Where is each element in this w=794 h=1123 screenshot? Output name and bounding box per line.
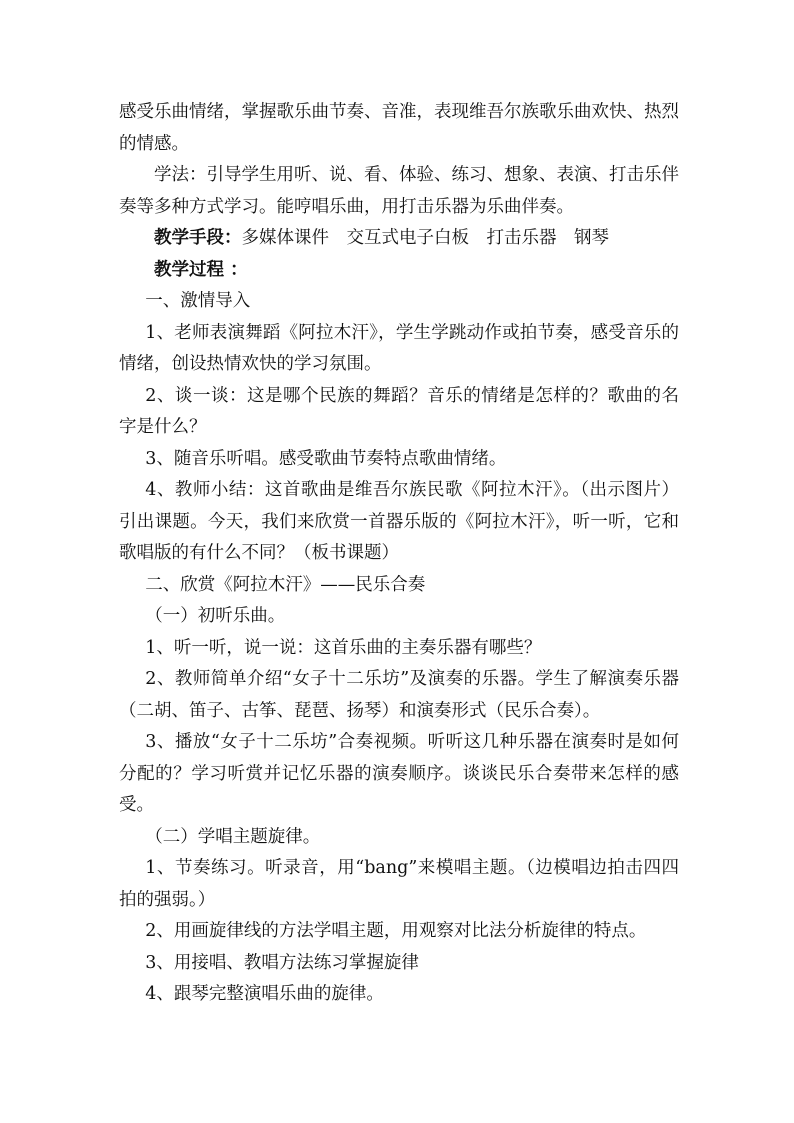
paragraph-learning-method: 学法：引导学生用听、说、看、体验、练习、想象、表演、打击乐伴奏等多种方式学习。能哼唱乐曲，用打击乐器为乐曲伴奏。: [119, 165, 679, 217]
paragraph-melody-2: 2、用画旋律线的方法学唱主题，用观察对比法分析旋律的特点。: [145, 921, 647, 941]
paragraph-melody-1: 1、节奏练习。听录音，用“bang”来模唱主题。（边模唱边拍击四四拍的强弱。）: [119, 858, 679, 910]
subsection-heading-melody: （二）学唱主题旋律。: [145, 826, 321, 847]
paragraph-intro-3: 3、随音乐听唱。感受歌曲节奏特点歌曲情绪。: [145, 448, 507, 469]
paragraph-goal-continuation: 感受乐曲情绪，掌握歌乐曲节奏、音准，表现维吾尔族歌乐曲欢快、热烈的情感。: [119, 102, 679, 154]
paragraph-listen-2: 2、教师简单介绍“女子十二乐坊”及演奏的乐器。学生了解演奏乐器（二胡、笛子、古筝、琵琶、扬琴）和演奏形式（民乐合奏）。: [119, 669, 679, 721]
section-heading-intro: 一、激情导入: [145, 291, 251, 311]
paragraph-listen-3: 3、播放“女子十二乐坊”合奏视频。听听这几种乐器在演奏时是如何分配的？学习听赏并记忆乐器的演奏顺序。谈谈民乐合奏带来怎样的感受。: [119, 732, 679, 815]
section-heading-appreciation: 二、欣赏《阿拉木汗》——民乐合奏: [145, 574, 426, 595]
paragraph-teaching-process: [119, 255, 679, 287]
paragraph-teaching-means: [119, 223, 679, 255]
subsection-heading-first-listen: （一）初听乐曲。: [145, 606, 286, 626]
teaching-means-text: 多媒体课件 交互式电子白板 打击乐器 钢琴: [241, 228, 609, 248]
paragraph-melody-3: 3、用接唱、教唱方法练习掌握旋律: [145, 952, 419, 973]
paragraph-listen-1: 1、听一听，说一说：这首乐曲的主奏乐器有哪些？: [145, 637, 542, 658]
paragraph-intro-4: 4、教师小结：这首歌曲是维吾尔族民歌《阿拉木汗》。（出示图片）引出课题。今天，我们来欣赏一首器乐版的《阿拉木汗》，听一听，它和歌唱版的有什么不同？（板书课题）: [119, 480, 679, 563]
paragraph-intro-2: 2、谈一谈：这是哪个民族的舞蹈？音乐的情绪是怎样的？歌曲的名字是什么？: [119, 385, 679, 437]
teaching-process-label: 教学过程 ：: [154, 259, 248, 280]
paragraph-melody-4: 4、跟琴完整演唱乐曲的旋律。: [145, 984, 384, 1004]
document-body: [119, 97, 679, 1011]
paragraph-intro-1: 1、老师表演舞蹈《阿拉木汗》，学生学跳动作或拍节奏，感受音乐的情绪，创设热情欢快的学习氛围。: [119, 322, 679, 374]
teaching-means-label: 教学手段：: [154, 228, 242, 248]
